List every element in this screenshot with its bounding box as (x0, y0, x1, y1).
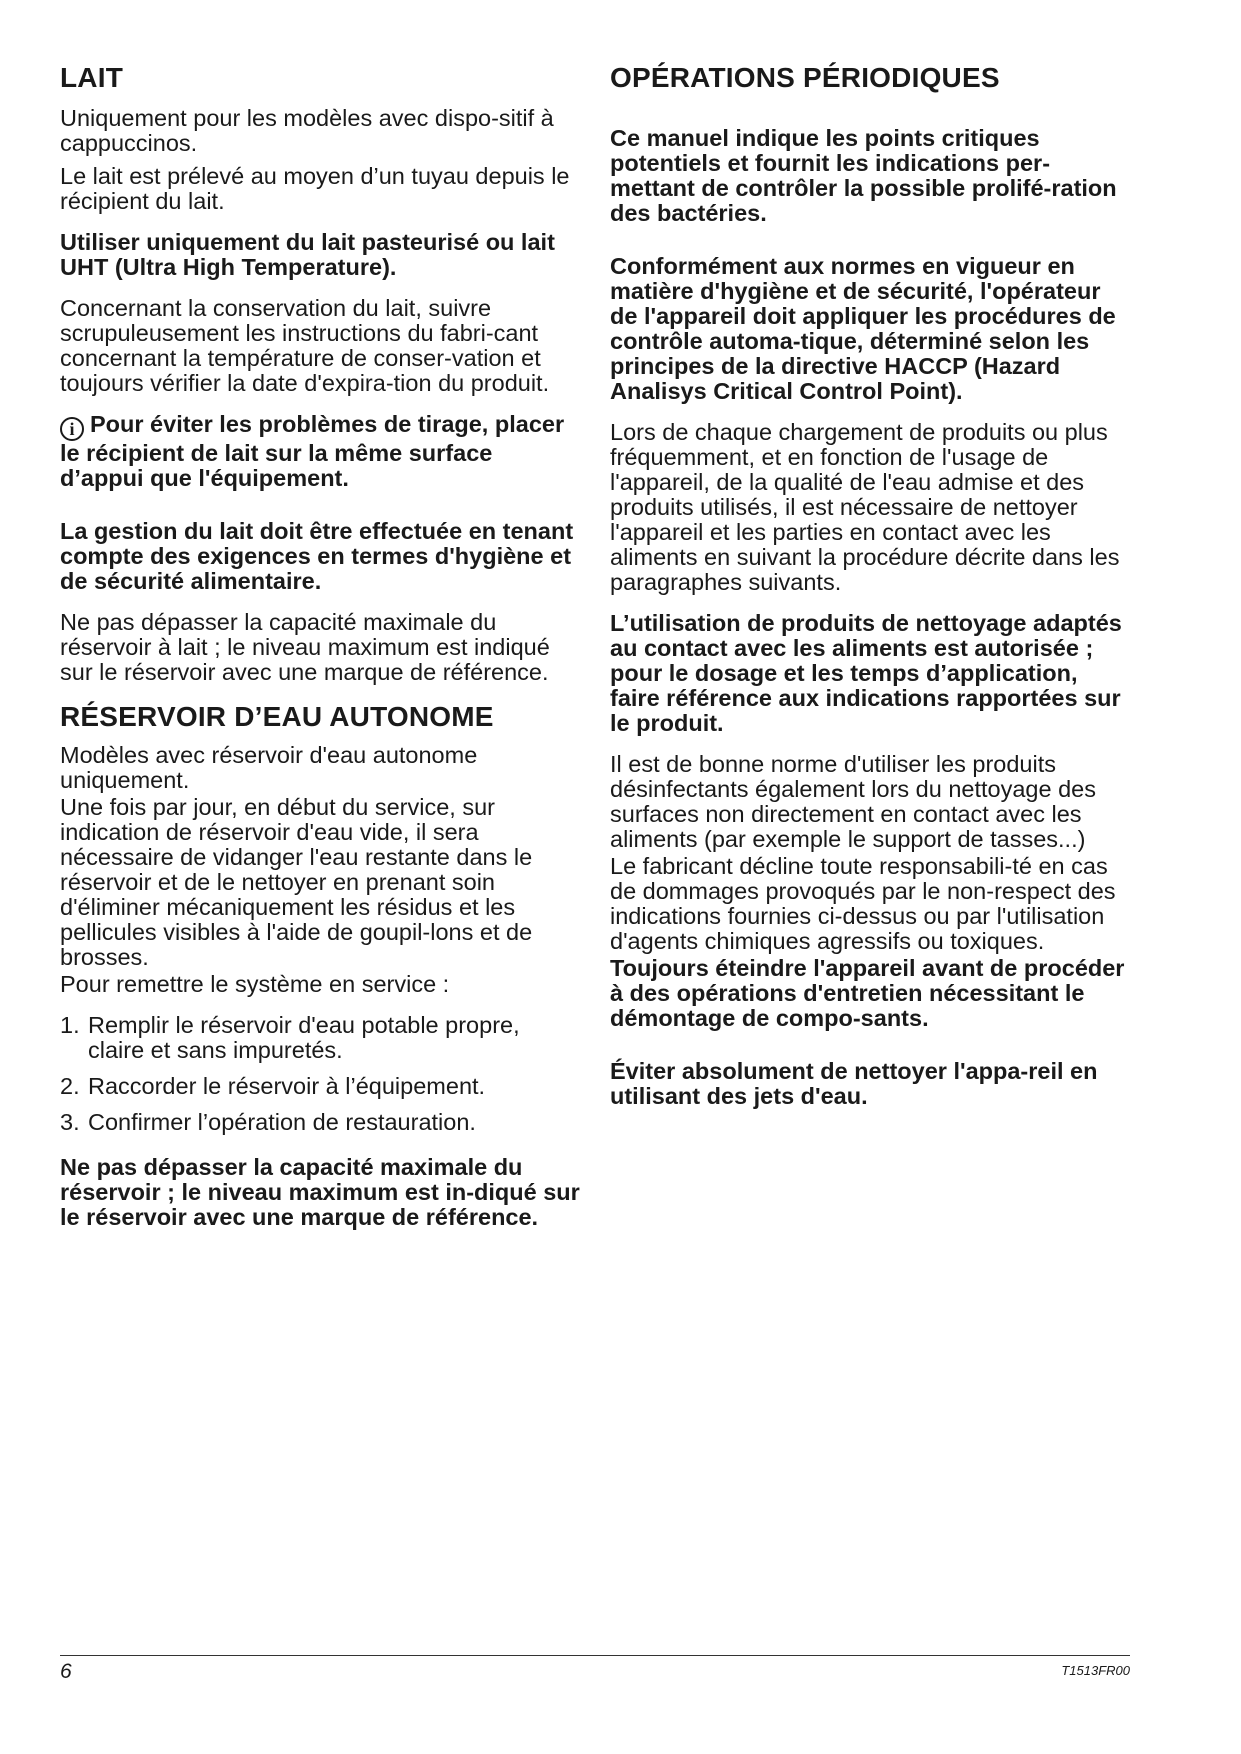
step-number: 2. (60, 1073, 80, 1099)
operations-paragraph-1: Ce manuel indique les points critiques potentiels et fournit les indications per-mettant de contrôler la possible prolifé-ration des bactéries. (610, 125, 1117, 226)
page-number: 6 (60, 1660, 72, 1683)
operations-paragraph-8: Éviter absolument de nettoyer l'appa-reil en utilisant des jets d'eau. (610, 1058, 1098, 1109)
reservoir-paragraph-4: Ne pas dépasser la capacité maximale du réservoir ; le niveau maximum est in-diqué sur le réservoir avec une marque de référence. (60, 1154, 580, 1230)
info-icon: i (60, 417, 84, 441)
reservoir-paragraph-1: Modèles avec réservoir d'eau autonome uniquement. (60, 742, 478, 793)
operations-paragraph-6: Le fabricant décline toute responsabili-té en cas de dommages provoqués par le non-respect des indications fournies ci-dessus ou par l'utilisation d'agents chimiques agressifs ou toxiques. (610, 853, 1116, 954)
footer-divider (60, 1655, 1130, 1656)
lait-paragraph-1: Uniquement pour les modèles avec dispo-sitif à cappuccinos. (60, 105, 554, 156)
operations-paragraph-5: Il est de bonne norme d'utiliser les produits désinfectants également lors du nettoyage des surfaces non directement en contact avec les aliments (par exemple le support de tasses...) (610, 751, 1096, 852)
document-code: T1513FR00 (1061, 1663, 1130, 1678)
section-title-reservoir: RÉSERVOIR D’EAU AUTONOME (60, 701, 494, 732)
operations-paragraph-2: Conformément aux normes en vigueur en matière d'hygiène et de sécurité, l'opérateur de l'appareil doit appliquer les procédures de contrôle automa-tique, déterminé selon les principes de la directive HACCP (Hazard Analisys Critical Control Point). (610, 253, 1116, 404)
step-text: Confirmer l’opération de restauration. (88, 1109, 476, 1135)
right-column (610, 62, 1130, 1109)
left-column (60, 62, 580, 1230)
list-item (60, 1074, 580, 1099)
lait-note (60, 412, 580, 491)
reservoir-paragraph-2: Une fois par jour, en début du service, sur indication de réservoir d'eau vide, il sera nécessaire de vidanger l'eau restante dans le réservoir et de le nettoyer en prenant soin d'éliminer mécaniquement les résidus et les pellicules visibles à l'aide de goupil-lons et de brosses. (60, 794, 533, 970)
reservoir-steps-list (60, 1013, 580, 1135)
reservoir-paragraph-3: Pour remettre le système en service : (60, 971, 450, 997)
step-text: Remplir le réservoir d'eau potable propre, claire et sans impuretés. (88, 1012, 520, 1063)
lait-paragraph-6: Ne pas dépasser la capacité maximale du réservoir à lait ; le niveau maximum est indiqué sur le réservoir avec une marque de référence. (60, 609, 550, 685)
lait-paragraph-3: Utiliser uniquement du lait pasteurisé ou lait UHT (Ultra High Temperature). (60, 229, 555, 280)
list-item (60, 1013, 580, 1063)
operations-paragraph-3: Lors de chaque chargement de produits ou plus fréquemment, et en fonction de l'usage de l'appareil, de la qualité de l'eau admise et des produits utilisés, il est nécessaire de nettoyer l'appareil et les parties en contact avec les aliments en suivant la procédure décrite dans les paragraphes suivants. (610, 419, 1120, 595)
lait-paragraph-2: Le lait est prélevé au moyen d’un tuyau depuis le récipient du lait. (60, 163, 570, 214)
lait-note-text: Pour éviter les problèmes de tirage, placer le récipient de lait sur la même surface d’appui que l'équipement. (60, 411, 565, 491)
step-number: 1. (60, 1012, 80, 1038)
step-number: 3. (60, 1109, 80, 1135)
section-title-operations: OPÉRATIONS PÉRIODIQUES (610, 62, 1000, 93)
section-title-lait: LAIT (60, 62, 124, 93)
lait-paragraph-4: Concernant la conservation du lait, suivre scrupuleusement les instructions du fabri-cant concernant la température de conser-vation et toujours vérifier la date d'expira-tion du produit. (60, 295, 550, 396)
step-text: Raccorder le réservoir à l’équipement. (88, 1073, 486, 1099)
operations-paragraph-7: Toujours éteindre l'appareil avant de procéder à des opérations d'entretien nécessitant le démontage de compo-sants. (610, 955, 1125, 1031)
operations-paragraph-4: L’utilisation de produits de nettoyage adaptés au contact avec les aliments est autorisée ; pour le dosage et les temps d’application, faire référence aux indications rapportées sur le produit. (610, 610, 1122, 736)
list-item (60, 1110, 580, 1135)
lait-paragraph-5: La gestion du lait doit être effectuée en tenant compte des exigences en termes d'hygiène et de sécurité alimentaire. (60, 518, 574, 594)
